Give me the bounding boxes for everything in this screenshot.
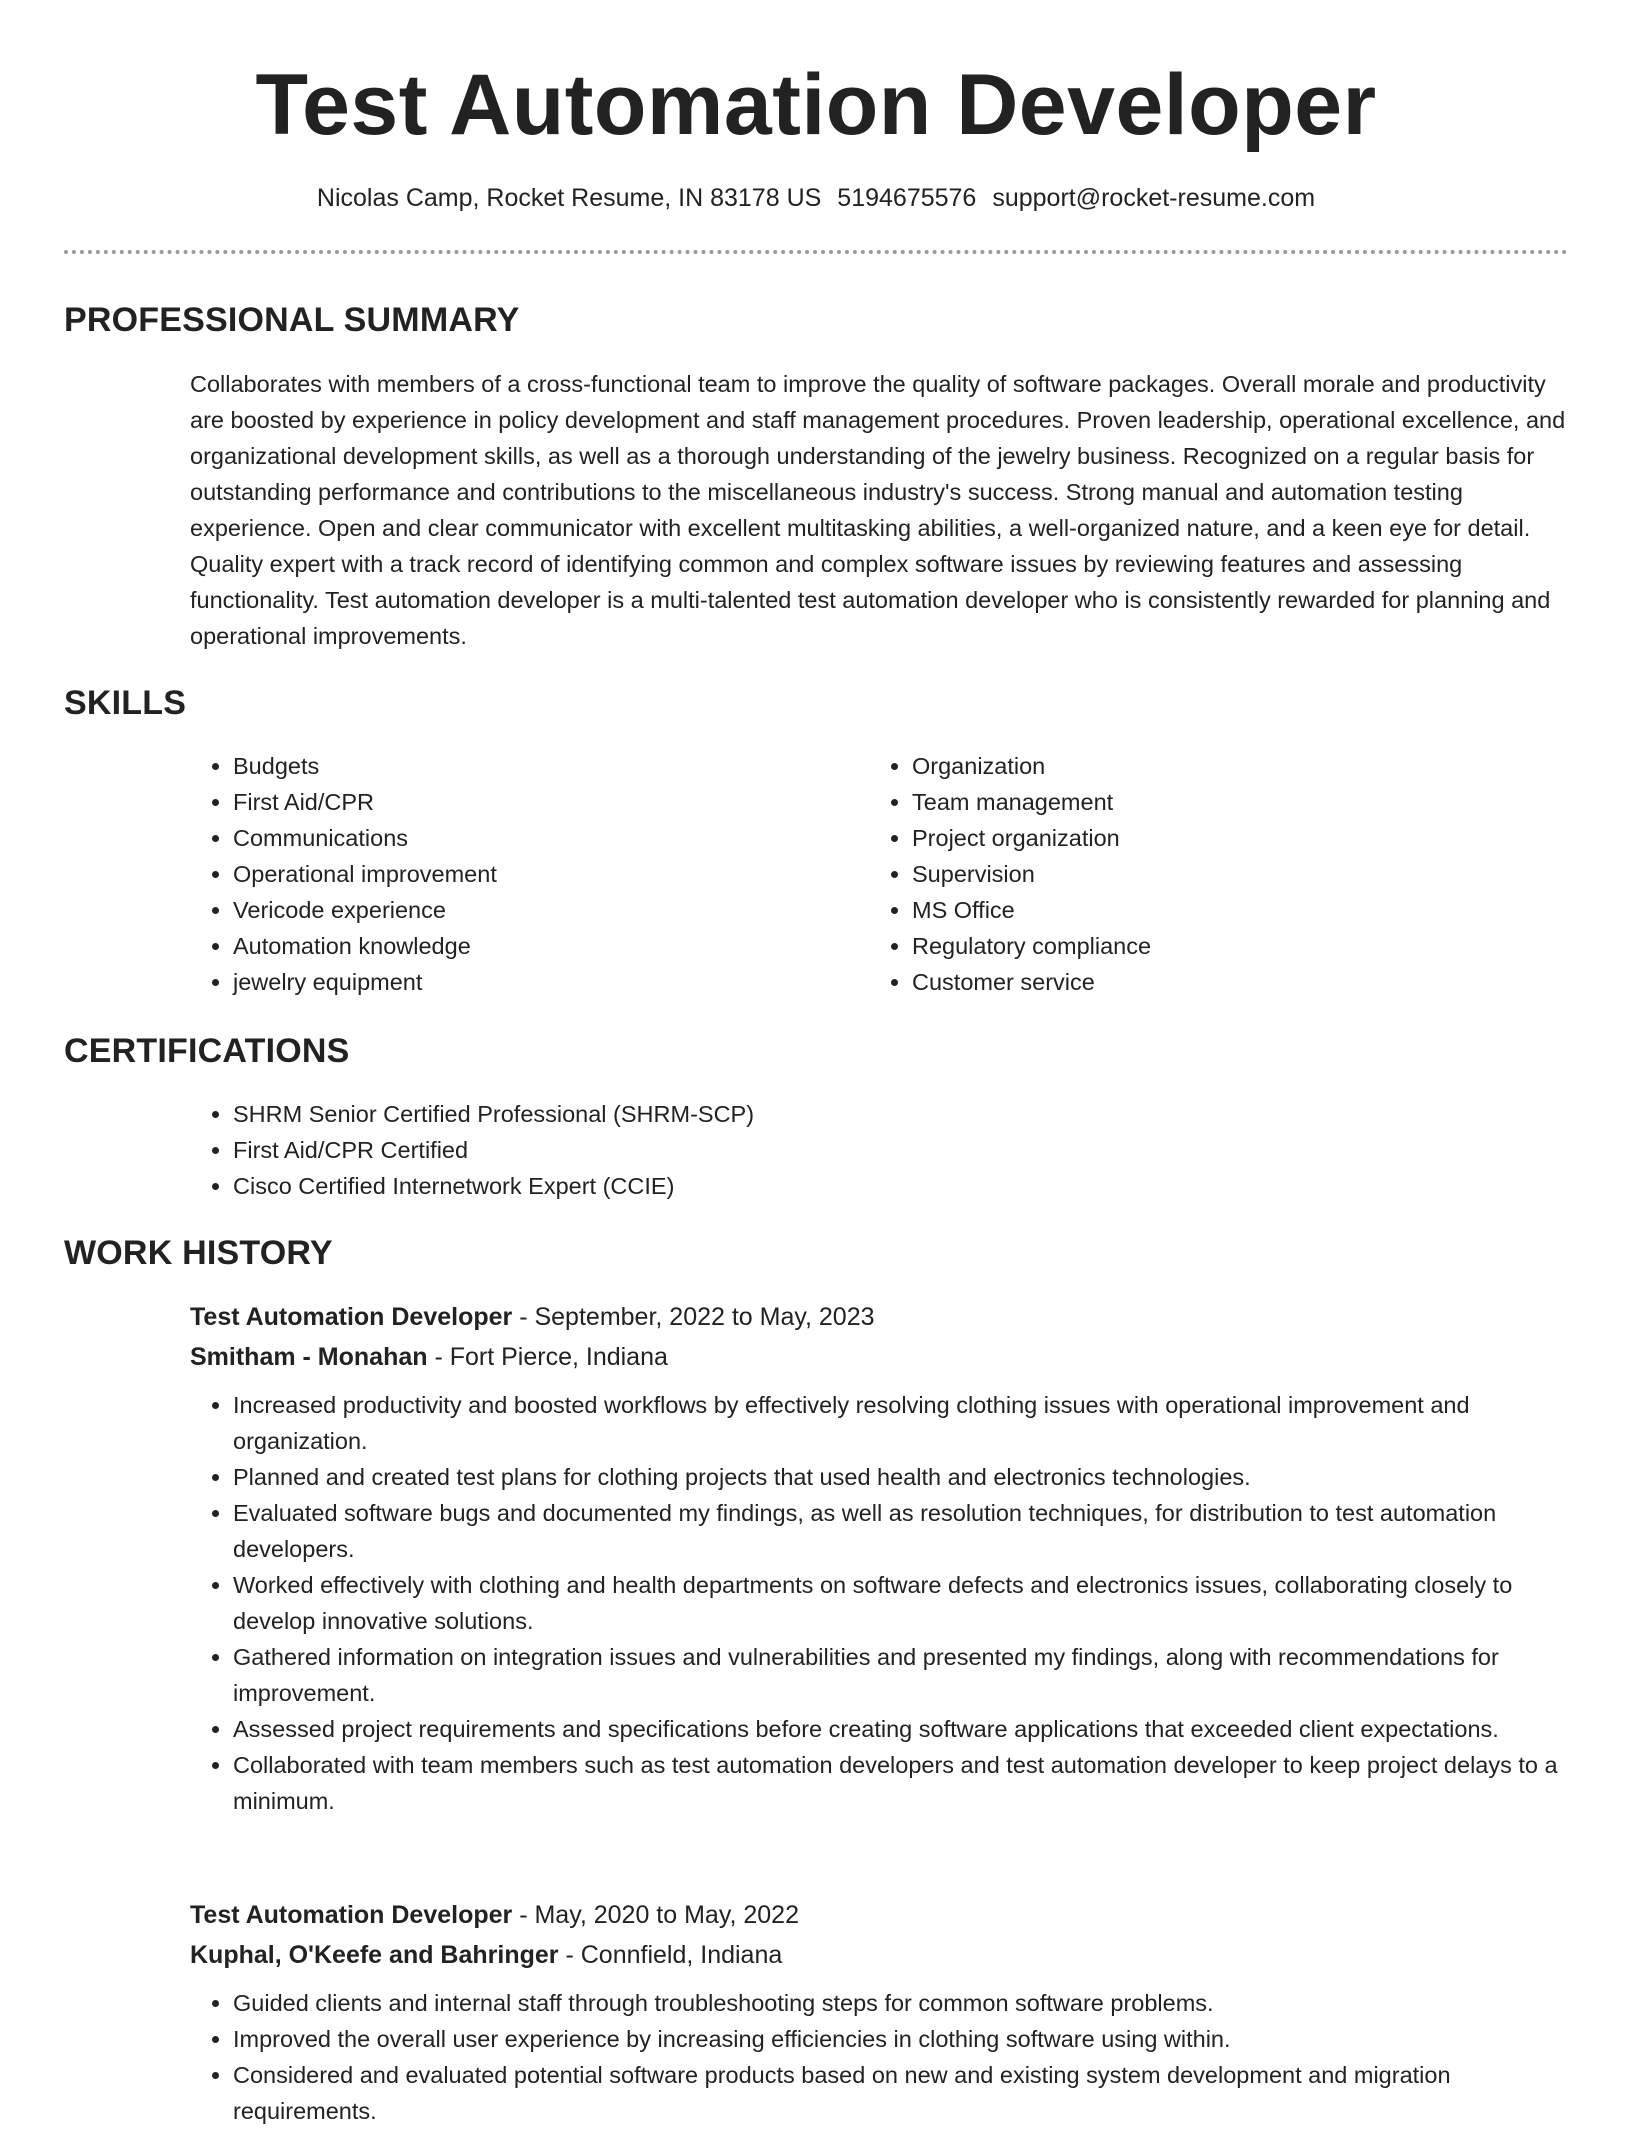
job-entry (190, 1297, 1570, 1819)
job-bullet: • Collaborated with team members such as test automation developers and test automation developer to keep project delays to a minimum. (233, 1747, 1570, 1819)
contact-line (0, 178, 1632, 218)
skill-item: • Team management (912, 784, 1469, 820)
summary-text: Collaborates with members of a cross-functional team to improve the quality of software packages. Overall morale and productivity are boosted by experience in policy development and staff management procedures. Proven leadership, operational excellence, and organizational development skills, as well as a thorough understanding of the jewelry business. Recognized on a regular basis for outstanding performance and contributions to the miscellaneous industry's success. Strong manual and automation testing experience. Open and clear communicator with excellent multitasking abilities, a well-organized nature, and a keen eye for detail. Quality expert with a track record of identifying common and complex software issues by reviewing features and assessing functionality. Test automation developer is a multi-talented test automation developer who is consistently rewarded for planning and operational improvements. (190, 371, 1566, 649)
certifications-list (190, 1096, 1570, 1204)
job-company-line (190, 1935, 1570, 1975)
job-bullet: • Guided clients and internal staff through troubleshooting steps for common software problems. (233, 1985, 1570, 2021)
certifications-list-wrap (190, 1096, 1570, 1204)
contact-email: support@rocket-resume.com (992, 184, 1316, 212)
skills-left-list (190, 748, 790, 1000)
certification-item: • Cisco Certified Internetwork Expert (CCIE) (233, 1168, 1570, 1204)
contact-phone: 5194675576 (837, 184, 977, 212)
job-dates: - May, 2020 to May, 2022 (512, 1901, 799, 1929)
job-bullet: • Worked effectively with clothing and health departments on software defects and electronics issues, collaborating closely to develop innovative solutions. (233, 1567, 1570, 1639)
skills-left-column (190, 748, 790, 1000)
job-bullet: • Assessed project requirements and specifications before creating software applications that exceeded client expectations. (233, 1711, 1570, 1747)
job-entry (190, 1895, 1570, 2129)
candidate-name: Test Automation Developer (255, 57, 1377, 153)
skill-item: • Organization (912, 748, 1469, 784)
job-company: Smitham - Monahan (190, 1343, 428, 1371)
job-bullets (190, 1985, 1570, 2129)
contact-address: Nicolas Camp, Rocket Resume, IN 83178 US (316, 184, 822, 212)
certification-item: • SHRM Senior Certified Professional (SHRM-SCP) (233, 1096, 1570, 1132)
job-bullet: • Increased productivity and boosted workflows by effectively resolving clothing issues with operational improvement and organization. (233, 1387, 1570, 1459)
header-divider (64, 250, 1568, 254)
certifications-heading: CERTIFICATIONS (64, 1032, 350, 1070)
job-bullets (190, 1387, 1570, 1819)
job-bullet: • Evaluated software bugs and documented my findings, as well as resolution techniques, for distribution to test automation developers. (233, 1495, 1570, 1567)
job-company: Kuphal, O'Keefe and Bahringer (190, 1941, 559, 1969)
skill-item: • Budgets (233, 748, 790, 784)
skills-right-list (869, 748, 1469, 1000)
job-location: - Fort Pierce, Indiana (427, 1343, 668, 1371)
skill-item: • Communications (233, 820, 790, 856)
job-bullet: • Considered and evaluated potential software products based on new and existing system development and migration requirements. (233, 2057, 1570, 2129)
skill-item: • Vericode experience (233, 892, 790, 928)
job-role: Test Automation Developer (190, 1303, 513, 1331)
certification-item: • First Aid/CPR Certified (233, 1132, 1570, 1168)
job-location: - Connfield, Indiana (558, 1941, 783, 1969)
job-role: Test Automation Developer (190, 1901, 513, 1929)
job-company-line (190, 1337, 1570, 1377)
skills-heading: SKILLS (64, 684, 187, 722)
skill-item: • Customer service (912, 964, 1469, 1000)
skill-item: • First Aid/CPR (233, 784, 790, 820)
job-bullet: • Improved the overall user experience by increasing efficiencies in clothing software using within. (233, 2021, 1570, 2057)
job-bullet: • Planned and created test plans for clothing projects that used health and electronics technologies. (233, 1459, 1570, 1495)
skill-item: • Automation knowledge (233, 928, 790, 964)
skill-item: • MS Office (912, 892, 1469, 928)
job-title-line (190, 1895, 1570, 1935)
skill-item: • Project organization (912, 820, 1469, 856)
job-dates: - September, 2022 to May, 2023 (512, 1303, 875, 1331)
skills-right-column (869, 748, 1469, 1000)
skill-item: • Supervision (912, 856, 1469, 892)
summary-heading: PROFESSIONAL SUMMARY (64, 301, 520, 339)
skill-item: • Regulatory compliance (912, 928, 1469, 964)
skill-item: • Operational improvement (233, 856, 790, 892)
skill-item: • jewelry equipment (233, 964, 790, 1000)
job-title-line (190, 1297, 1570, 1337)
work-history-heading: WORK HISTORY (64, 1234, 333, 1272)
job-bullet: • Gathered information on integration issues and vulnerabilities and presented my findings, along with recommendations for improvement. (233, 1639, 1570, 1711)
